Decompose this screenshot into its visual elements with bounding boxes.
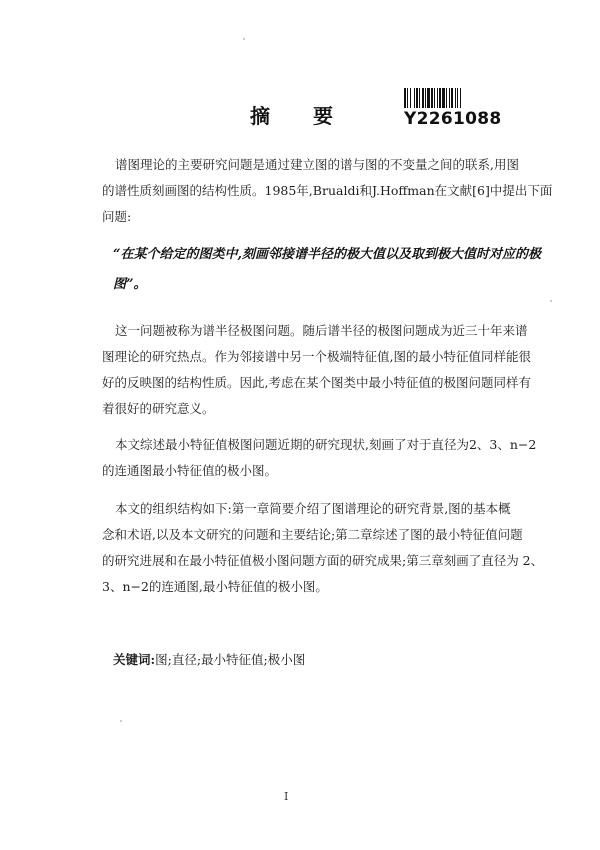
text-line: 好的反映图的结构性质。因此,考虑在某个图类中最小特征值的极图问题同样有 xyxy=(102,375,531,390)
quote-line: 图”。 xyxy=(113,277,147,292)
barcode-stamp xyxy=(404,88,500,129)
keywords-line xyxy=(113,650,305,668)
abstract-title: 摘 要 xyxy=(250,104,351,128)
keywords-items: 图;直径;最小特征值;极小图 xyxy=(155,652,306,667)
paragraph-summary xyxy=(102,432,537,484)
text-line: 念和术语,以及本文研究的问题和主要结论;第二章综述了图的最小特征值问题 xyxy=(102,527,523,542)
text-line: 的连通图最小特征值的极小图。 xyxy=(102,463,278,478)
paragraph-structure xyxy=(102,496,544,600)
text-line: 着很好的研究意义。 xyxy=(102,401,215,416)
text-line: 的谱性质刻画图的结构性质。1985年,Brualdi和J.Hoffman在文献[6]中提出下面 xyxy=(102,183,553,198)
scan-speck xyxy=(120,720,122,722)
text-line: 本文的组织结构如下:第一章简要介绍了图谱理论的研究背景,图的基本概 xyxy=(115,501,511,516)
text-line: 本文综述最小特征值极图问题近期的研究现状,刻画了对于直径为2、3、n−2 xyxy=(115,437,537,452)
keywords-label: 关键词: xyxy=(113,652,156,667)
quote-line: “在某个给定的图类中,刻画邻接谱半径的极大值以及取到极大值时对应的极 xyxy=(113,247,542,262)
scan-speck xyxy=(243,38,245,40)
scan-speck xyxy=(550,300,552,302)
barcode-icon xyxy=(404,88,496,108)
problem-quote xyxy=(113,240,542,300)
text-line: 图理论的研究热点。作为邻接谱中另一个极端特征值,图的最小特征值同样能很 xyxy=(102,349,531,364)
page-number: I xyxy=(284,790,289,803)
paragraph-intro xyxy=(102,152,553,230)
text-line: 3、n−2的连通图,最小特征值的极小图。 xyxy=(102,579,328,594)
text-line: 的研究进展和在最小特征值极小图问题方面的研究成果;第三章刻画了直径为 2、 xyxy=(102,553,544,568)
text-line: 谱图理论的主要研究问题是通过建立图的谱与图的不变量之间的联系,用图 xyxy=(115,157,519,172)
barcode-number: Y2261088 xyxy=(404,109,502,129)
text-line: 这一问题被称为谱半径极图问题。随后谱半径的极图问题成为近三十年来谱 xyxy=(115,323,528,338)
paragraph-background xyxy=(102,318,531,422)
text-line: 问题: xyxy=(102,209,132,224)
